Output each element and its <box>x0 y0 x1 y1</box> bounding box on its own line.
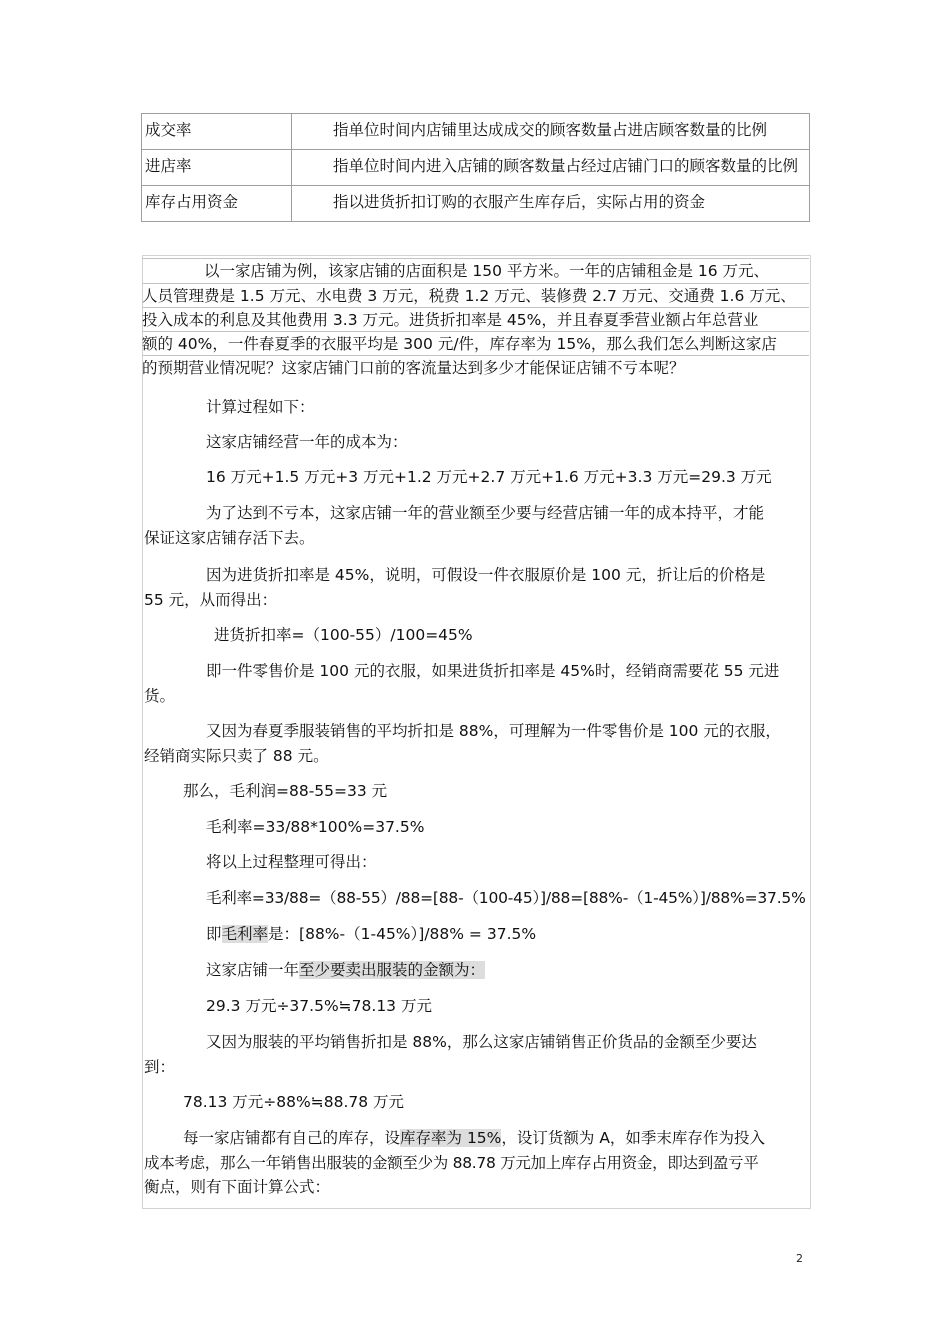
margin-result-prefix: 即 <box>206 925 222 943</box>
table-row <box>142 114 810 150</box>
margin-result <box>144 920 808 948</box>
min-sales-prefix: 这家店铺一年 <box>206 961 300 979</box>
inventory-suffix: ，设订货额为 A，如季末库存作为投入 <box>501 1129 765 1147</box>
inventory-prefix: 每一家店铺都有自己的库存，设 <box>183 1129 401 1147</box>
retail-line: 货。 <box>144 687 176 705</box>
example-line: 人员管理费是 1.5 万元、水电费 3 万元，税费 1.2 万元、装修费 2.7 万元、交通费 1.6 万元、 <box>142 283 809 308</box>
highlighted-term: 毛利率 <box>221 925 269 943</box>
definition-cell: 指单位时间内进入店铺的顾客数量占经过店铺门口的顾客数量的比例 <box>292 150 810 186</box>
gross-profit: 那么，毛利润=88-55=33 元 <box>183 782 388 800</box>
table-row <box>142 186 810 222</box>
inventory-line: 衡点，则有下面计算公式： <box>144 1178 331 1196</box>
term-cell: 进店率 <box>142 150 292 186</box>
full-price-line: 到： <box>144 1058 176 1076</box>
definition-cell: 指以进货折扣订购的衣服产生库存后，实际占用的资金 <box>292 186 810 222</box>
highlighted-phrase: 至少要卖出服装的金额为： <box>299 961 486 979</box>
page-number: 2 <box>796 1252 803 1265</box>
highlighted-phrase: 库存率为 15% <box>400 1129 502 1147</box>
inventory-line: 成本考虑，那么一年销售出服装的金额至少为 88.78 万元加上库存占用资金，即达到盈亏平 <box>144 1154 759 1172</box>
example-line: 投入成本的利息及其他费用 3.3 万元。进货折扣率是 45%，并且春夏季营业额占年总营业 <box>142 307 809 332</box>
definition-cell: 指单位时间内店铺里达成成交的顾客数量占进店顾客数量的比例 <box>292 114 810 150</box>
gross-margin: 毛利率=33/88*100%=37.5% <box>206 818 425 836</box>
discount-line: 55 元，从而得出： <box>144 591 278 609</box>
term-cell: 库存占用资金 <box>142 186 292 222</box>
avg-discount-line: 经销商实际只卖了 88 元。 <box>144 747 329 765</box>
cost-formula: 16 万元+1.5 万元+3 万元+1.2 万元+2.7 万元+1.6 万元+3.3 万元=29.3 万元 <box>206 468 772 486</box>
inventory-line <box>183 1124 808 1152</box>
min-sales-intro <box>144 956 808 984</box>
min-sales-formula: 29.3 万元÷37.5%≒78.13 万元 <box>206 997 432 1015</box>
table-row <box>142 150 810 186</box>
avg-discount-line: 又因为春夏季服装销售的平均折扣是 88%，可理解为一件零售价是 100 元的衣服， <box>206 722 781 740</box>
full-price-line: 又因为服装的平均销售折扣是 88%，那么这家店铺销售正价货品的金额至少要达 <box>206 1033 757 1051</box>
example-line: 的预期营业情况呢？这家店铺门口前的客流量达到多少才能保证店铺不亏本呢？ <box>142 355 809 380</box>
definitions-table <box>141 113 810 222</box>
calc-intro: 计算过程如下： <box>206 398 315 416</box>
term-cell: 成交率 <box>142 114 292 150</box>
breakeven-line: 为了达到不亏本，这家店铺一年的营业额至少要与经营店铺一年的成本持平，才能 <box>206 504 765 522</box>
summary-intro: 将以上过程整理可得出： <box>206 853 377 871</box>
breakeven-line: 保证这家店铺存活下去。 <box>144 529 315 547</box>
discount-formula: 进货折扣率=（100-55）/100=45% <box>214 626 473 644</box>
cost-intro: 这家店铺经营一年的成本为： <box>206 433 408 451</box>
margin-formula: 毛利率=33/88=（88-55）/88=[88-（100-45）]/88=[88%-（1-45%）]/88%=37.5% <box>206 889 806 907</box>
margin-result-value: 是：[88%-（1-45%）]/88% = 37.5% <box>268 925 537 943</box>
example-line: 额的 40%，一件春夏季的衣服平均是 300 元/件，库存率为 15%，那么我们怎么判断这家店 <box>142 331 809 356</box>
discount-line: 因为进货折扣率是 45%，说明，可假设一件衣服原价是 100 元，折让后的价格是 <box>206 566 766 584</box>
full-price-formula: 78.13 万元÷88%≒88.78 万元 <box>183 1093 405 1111</box>
example-line: 以一家店铺为例，该家店铺的店面积是 150 平方米。一年的店铺租金是 16 万元、 <box>142 258 809 283</box>
retail-line: 即一件零售价是 100 元的衣服，如果进货折扣率是 45%时，经销商需要花 55 元进 <box>206 662 780 680</box>
